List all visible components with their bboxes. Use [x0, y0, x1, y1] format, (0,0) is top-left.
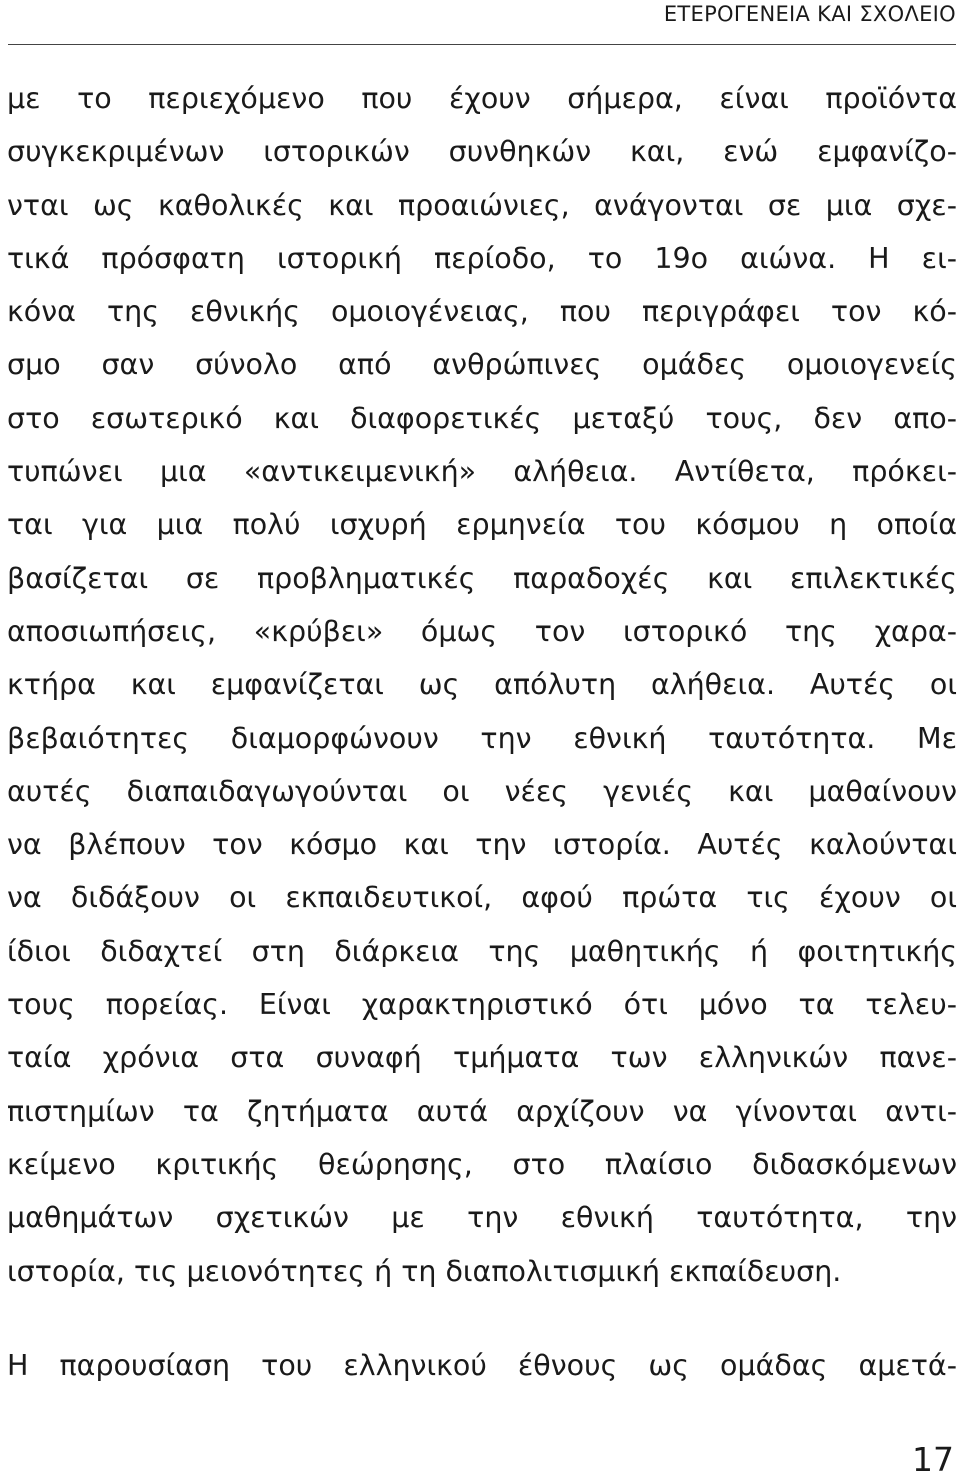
body-paragraph-2 [7, 1339, 957, 1392]
page-number: 17 [912, 1440, 954, 1479]
running-header: ΕΤΕΡΟΓΕΝΕΙΑ ΚΑΙ ΣΧΟΛΕΙΟ [663, 2, 956, 26]
body-paragraph-1 [7, 72, 957, 1298]
text-line: τους πορείας. Είναι χαρακτηριστικό ότι μόνο τα τελευ- [7, 988, 957, 1022]
text-line: βεβαιότητες διαμορφώνουν την εθνική ταυτότητα. Με [7, 721, 957, 755]
text-line: ιστορία, τις μειονότητες ή τη διαπολιτισμική εκπαίδευση. [7, 1254, 842, 1288]
text-line: βασίζεται σε προβληματικές παραδοχές και επιλεκτικές [7, 561, 957, 595]
text-line: συγκεκριμένων ιστορικών συνθηκών και, ενώ εμφανίζο- [7, 135, 957, 169]
text-line: κείμενο κριτικής θεώρησης, στο πλαίσιο διδασκόμενων [7, 1147, 957, 1181]
text-line: αυτές διαπαιδαγωγούνται οι νέες γενιές και μαθαίνουν [7, 774, 957, 808]
text-line: να βλέπουν τον κόσμο και την ιστορία. Αυτές καλούνται [7, 828, 957, 862]
text-line: Η παρουσίαση του ελληνικού έθνους ως ομάδας αμετά- [7, 1349, 957, 1382]
text-line: αποσιωπήσεις, «κρύβει» όμως τον ιστορικό της χαρα- [7, 614, 957, 648]
text-line: τικά πρόσφατη ιστορική περίοδο, το 19ο αιώνα. Η ει- [7, 241, 957, 275]
text-line: κόνα της εθνικής ομοιογένειας, που περιγράφει τον κό- [7, 295, 957, 329]
text-line: να διδάξουν οι εκπαιδευτικοί, αφού πρώτα τις έχουν οι [7, 881, 957, 915]
text-line: ται για μια πολύ ισχυρή ερμηνεία του κόσμου η οποία [7, 508, 957, 542]
text-line: σμο σαν σύνολο από ανθρώπινες ομάδες ομοιογενείς [7, 348, 957, 382]
text-line: νται ως καθολικές και προαιώνιες, ανάγονται σε μια σχε- [7, 188, 957, 222]
text-line: μαθημάτων σχετικών με την εθνική ταυτότητα, την [7, 1201, 957, 1235]
header-rule [8, 44, 956, 45]
text-line: με το περιεχόμενο που έχουν σήμερα, είναι προϊόντα [7, 82, 957, 115]
text-line: τυπώνει μια «αντικειμενική» αλήθεια. Αντίθετα, πρόκει- [7, 455, 957, 489]
text-line: πιστημίων τα ζητήματα αυτά αρχίζουν να γίνονται αντι- [7, 1094, 957, 1128]
text-line: ίδιοι διδαχτεί στη διάρκεια της μαθητικής ή φοιτητικής [7, 934, 957, 968]
text-line: ταία χρόνια στα συναφή τμήματα των ελληνικών πανε- [7, 1041, 957, 1075]
text-line: κτήρα και εμφανίζεται ως απόλυτη αλήθεια. Αυτές οι [7, 668, 957, 702]
text-line: στο εσωτερικό και διαφορετικές μεταξύ τους, δεν απο- [7, 401, 957, 435]
